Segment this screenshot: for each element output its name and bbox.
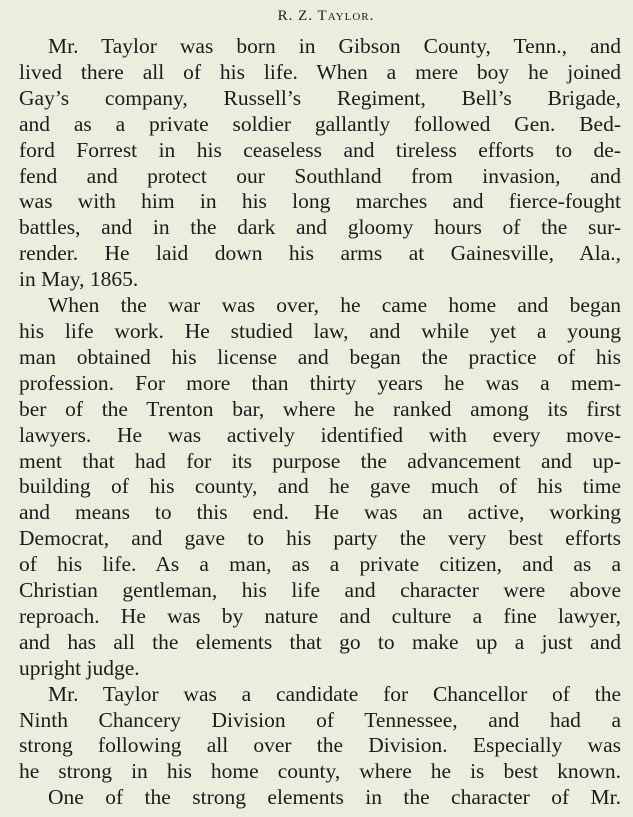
heading-text: R. Z. Taylor.: [277, 8, 375, 24]
text-line: man obtained his license and began the practice of his: [19, 344, 621, 369]
text-line: ber of the Trenton bar, where he ranked among its first: [19, 396, 621, 421]
text-line: lawyers. He was actively identified with every move-: [19, 422, 621, 447]
text-line: strong following all over the Division. Especially was: [19, 733, 621, 758]
text-line: Democrat, and gave to his party the very best efforts: [19, 526, 621, 551]
text-line: lived there all of his life. When a mere boy he joined: [19, 59, 621, 84]
text-line: reproach. He was by nature and culture a fine lawyer,: [19, 603, 621, 628]
text-line: Christian gentleman, his life and character were above: [19, 578, 621, 603]
text-line: Mr. Taylor was born in Gibson County, Tenn., and: [48, 34, 621, 58]
paragraph-1: [19, 34, 621, 293]
text-line: in May, 1865.: [19, 267, 139, 292]
text-line: When the war was over, he came home and began: [48, 293, 621, 318]
text-line: battles, and in the dark and gloomy hours of the sur-: [19, 215, 621, 240]
text-line: One of the strong elements in the character of Mr.: [48, 785, 621, 810]
text-line: ford Forrest in his ceaseless and tireless efforts to de-: [19, 137, 621, 162]
text-line: profession. For more than thirty years he was a mem-: [19, 370, 621, 395]
text-line: fend and protect our Southland from invasion, and: [19, 163, 621, 188]
text-line: Ninth Chancery Division of Tennessee, and had a: [19, 707, 621, 732]
paragraph-3: [19, 682, 621, 812]
paragraph-2: [19, 293, 621, 682]
text-line: and means to this end. He was an active, working: [19, 500, 621, 525]
text-line: was with him in his long marches and fierce-fought: [19, 189, 621, 214]
text-line: ment that had for its purpose the advancement and up-: [19, 448, 621, 473]
text-line: Mr. Taylor was a candidate for Chancellor of the: [48, 681, 621, 706]
text-line: render. He laid down his arms at Gainesville, Ala.,: [19, 241, 621, 266]
text-line: he strong in his home county, where he is best known.: [19, 759, 621, 784]
text-line: and as a private soldier gallantly followed Gen. Bed-: [19, 111, 621, 136]
text-line: Gay’s company, Russell’s Regiment, Bell’s Brigade,: [19, 85, 621, 110]
text-line: building of his county, and he gave much of his time: [19, 474, 621, 499]
page-heading: [19, 8, 621, 25]
text-line: and has all the elements that go to make up a just and: [19, 629, 621, 654]
text-line: upright judge.: [19, 655, 140, 680]
text-line: of his life. As a man, as a private citizen, and as a: [19, 552, 621, 577]
text-line: his life work. He studied law, and while yet a young: [19, 318, 621, 343]
